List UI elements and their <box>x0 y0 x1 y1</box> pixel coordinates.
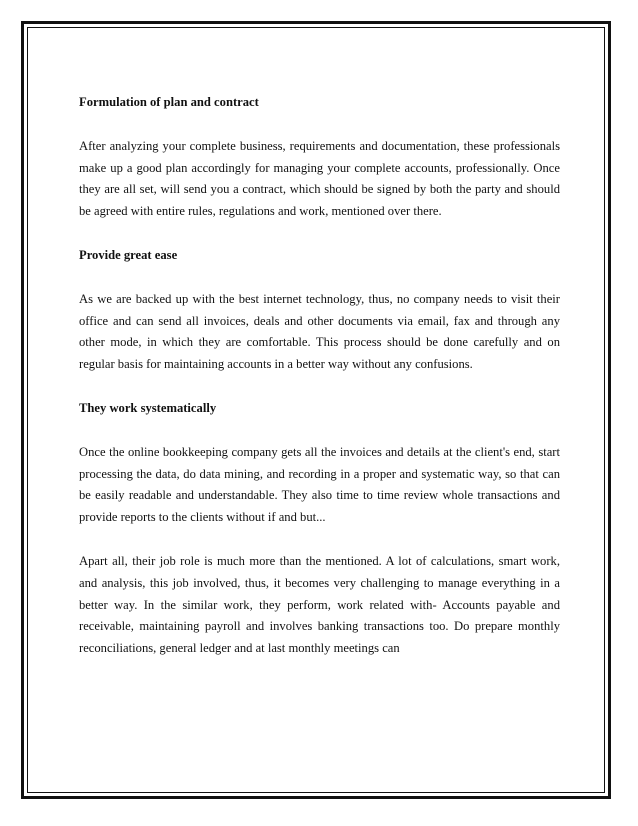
paragraph: Once the online bookkeeping company gets all the invoices and details at the client's end, start processing the data, do data mining, and recording in a proper and systematic way, so that can be easily readable and understandable. They also time to time review whole transactions and provide reports to the clients without if and but... <box>79 444 560 525</box>
paragraph: After analyzing your complete business, requirements and documentation, these professionals make up a good plan accordingly for managing your complete accounts, professionally. Once they are all set, will send you a contract, which should be signed by both the party and should be agreed with entire rules, regulations and work, mentioned over there. <box>79 138 560 219</box>
paragraph: Apart all, their job role is much more than the mentioned. A lot of calculations, smart work, and analysis, this job involved, thus, it becomes very challenging to manage everything in a better way. In the similar work, they perform, work related with- Accounts payable and receivable, maintaining payroll and involves banking transactions too. Do prepare monthly reconciliations, general ledger and at last monthly meetings can <box>79 553 560 656</box>
document-body <box>79 92 560 660</box>
section-heading: They work systematically <box>79 400 217 415</box>
section-provide-ease <box>79 245 560 376</box>
section-heading: Provide great ease <box>79 247 178 262</box>
section-work-systematically <box>79 398 560 660</box>
paragraph: As we are backed up with the best internet technology, thus, no company needs to visit their office and can send all invoices, deals and other documents via email, fax and through any other mode, in which they are comfortable. This process should be done carefully and on regular basis for maintaining accounts in a better way without any confusions. <box>79 291 560 372</box>
section-formulation <box>79 92 560 223</box>
section-heading: Formulation of plan and contract <box>79 95 259 109</box>
